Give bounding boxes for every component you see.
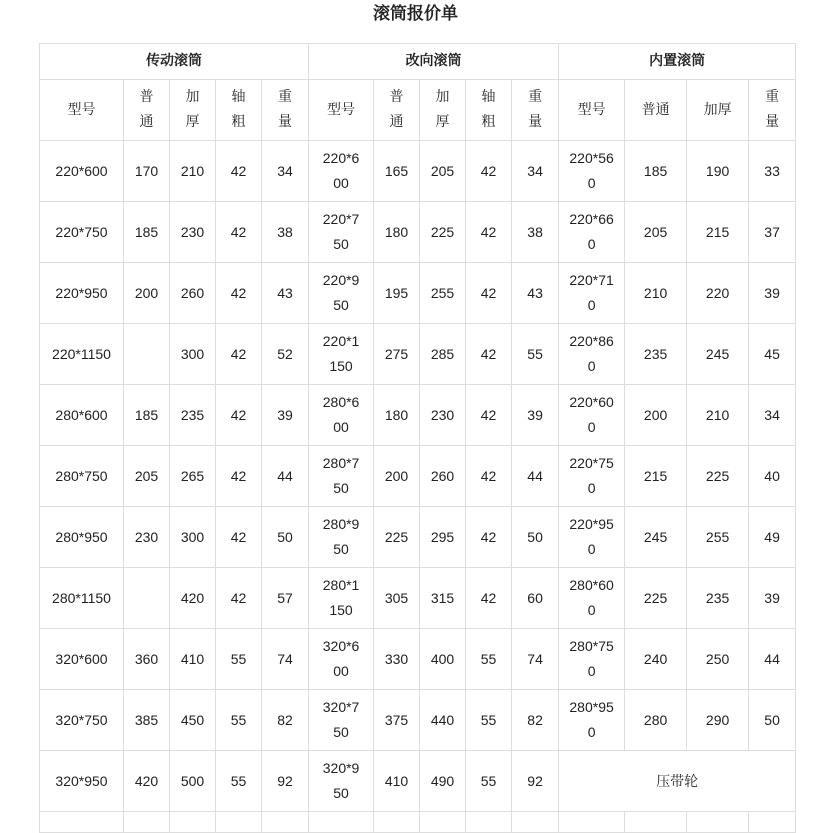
bend-shaft-cell: 42	[466, 568, 512, 629]
drive-shaft-cell: 55	[216, 690, 262, 751]
drive-standard-cell: 420	[124, 751, 170, 812]
drive-model-cell: 280*1150	[40, 568, 124, 629]
table-row	[40, 568, 796, 629]
builtin-thick-cell: 215	[687, 202, 749, 263]
group-header-row	[40, 44, 796, 80]
bend-weight-cell: 39	[512, 385, 559, 446]
drive-shaft-cell: 55	[216, 629, 262, 690]
builtin-standard-cell: 280	[625, 690, 687, 751]
builtin-standard-cell: 200	[625, 385, 687, 446]
drive-thick-cell: 500	[170, 751, 216, 812]
builtin-model-cell: 220*860	[559, 324, 625, 385]
table-row	[40, 263, 796, 324]
drive-model-cell: 280*750	[40, 446, 124, 507]
empty-cell	[216, 812, 262, 833]
drive-thick-cell: 450	[170, 690, 216, 751]
drive-shaft-cell: 42	[216, 385, 262, 446]
empty-cell	[170, 812, 216, 833]
drive-thick-cell: 410	[170, 629, 216, 690]
drive-weight-cell: 34	[262, 141, 309, 202]
drive-thick-cell: 235	[170, 385, 216, 446]
builtin-weight-cell: 33	[749, 141, 796, 202]
drive-standard-cell	[124, 568, 170, 629]
bend-weight-cell: 38	[512, 202, 559, 263]
builtin-weight-cell: 45	[749, 324, 796, 385]
drive-weight-cell: 82	[262, 690, 309, 751]
builtin-thick-cell: 235	[687, 568, 749, 629]
drive-model-cell: 220*950	[40, 263, 124, 324]
table-row	[40, 385, 796, 446]
bend-standard-cell: 165	[374, 141, 420, 202]
drive-weight-cell: 52	[262, 324, 309, 385]
bend-thick-cell: 230	[420, 385, 466, 446]
empty-cell	[374, 812, 420, 833]
builtin-model-cell: 280*750	[559, 629, 625, 690]
table-row	[40, 202, 796, 263]
builtin-weight-cell: 39	[749, 568, 796, 629]
col-header-model: 型号	[40, 80, 124, 141]
drive-shaft-cell: 55	[216, 751, 262, 812]
builtin-model-cell: 280*950	[559, 690, 625, 751]
drive-standard-cell: 205	[124, 446, 170, 507]
bend-model-cell: 280*950	[309, 507, 374, 568]
bend-weight-cell: 82	[512, 690, 559, 751]
empty-cell	[40, 812, 124, 833]
drive-standard-cell: 360	[124, 629, 170, 690]
drive-standard-cell: 230	[124, 507, 170, 568]
col-header-model: 型号	[559, 80, 625, 141]
drive-weight-cell: 44	[262, 446, 309, 507]
bend-thick-cell: 205	[420, 141, 466, 202]
builtin-model-cell: 220*600	[559, 385, 625, 446]
bend-thick-cell: 440	[420, 690, 466, 751]
drive-standard-cell: 185	[124, 202, 170, 263]
builtin-thick-cell: 225	[687, 446, 749, 507]
drive-model-cell: 220*1150	[40, 324, 124, 385]
drive-standard-cell: 200	[124, 263, 170, 324]
col-header-standard: 普通	[374, 80, 420, 141]
bend-model-cell: 220*600	[309, 141, 374, 202]
builtin-standard-cell: 210	[625, 263, 687, 324]
drive-model-cell: 320*600	[40, 629, 124, 690]
bend-shaft-cell: 55	[466, 751, 512, 812]
drive-model-cell: 280*600	[40, 385, 124, 446]
drive-shaft-cell: 42	[216, 324, 262, 385]
bend-weight-cell: 44	[512, 446, 559, 507]
drive-thick-cell: 260	[170, 263, 216, 324]
bend-standard-cell: 225	[374, 507, 420, 568]
bend-standard-cell: 410	[374, 751, 420, 812]
drive-model-cell: 220*600	[40, 141, 124, 202]
bend-model-cell: 320*600	[309, 629, 374, 690]
drive-standard-cell	[124, 324, 170, 385]
group-bend-roller: 改向滚筒	[309, 44, 559, 80]
empty-cell	[420, 812, 466, 833]
page-title: 滚筒报价单	[373, 4, 458, 24]
drive-standard-cell: 385	[124, 690, 170, 751]
bend-standard-cell: 200	[374, 446, 420, 507]
drive-standard-cell: 170	[124, 141, 170, 202]
col-header-weight: 重量	[512, 80, 559, 141]
empty-cell	[466, 812, 512, 833]
bend-shaft-cell: 42	[466, 324, 512, 385]
builtin-thick-cell: 250	[687, 629, 749, 690]
col-header-thick: 加厚	[687, 80, 749, 141]
table-row	[40, 324, 796, 385]
bend-weight-cell: 60	[512, 568, 559, 629]
empty-cell	[124, 812, 170, 833]
builtin-standard-cell: 225	[625, 568, 687, 629]
builtin-standard-cell: 235	[625, 324, 687, 385]
builtin-weight-cell: 39	[749, 263, 796, 324]
builtin-standard-cell: 245	[625, 507, 687, 568]
builtin-thick-cell: 220	[687, 263, 749, 324]
builtin-model-cell: 220*750	[559, 446, 625, 507]
drive-model-cell: 320*950	[40, 751, 124, 812]
drive-shaft-cell: 42	[216, 507, 262, 568]
drive-shaft-cell: 42	[216, 202, 262, 263]
drive-thick-cell: 210	[170, 141, 216, 202]
builtin-standard-cell: 240	[625, 629, 687, 690]
drive-model-cell: 320*750	[40, 690, 124, 751]
builtin-model-cell: 220*950	[559, 507, 625, 568]
col-header-standard: 普通	[124, 80, 170, 141]
builtin-weight-cell: 40	[749, 446, 796, 507]
bend-model-cell: 280*1150	[309, 568, 374, 629]
bend-standard-cell: 180	[374, 202, 420, 263]
bend-shaft-cell: 42	[466, 385, 512, 446]
empty-cell	[559, 812, 625, 833]
bend-shaft-cell: 42	[466, 507, 512, 568]
bend-model-cell: 280*750	[309, 446, 374, 507]
empty-cell	[687, 812, 749, 833]
empty-cell	[749, 812, 796, 833]
bend-model-cell: 280*600	[309, 385, 374, 446]
bend-shaft-cell: 55	[466, 629, 512, 690]
column-header-row	[40, 80, 796, 141]
drive-weight-cell: 50	[262, 507, 309, 568]
table-row	[40, 507, 796, 568]
bend-thick-cell: 260	[420, 446, 466, 507]
bend-shaft-cell: 42	[466, 263, 512, 324]
bend-shaft-cell: 42	[466, 141, 512, 202]
bend-model-cell: 220*750	[309, 202, 374, 263]
drive-thick-cell: 420	[170, 568, 216, 629]
drive-thick-cell: 265	[170, 446, 216, 507]
col-header-shaft: 轴粗	[466, 80, 512, 141]
col-header-thick: 加厚	[420, 80, 466, 141]
bend-thick-cell: 295	[420, 507, 466, 568]
bend-weight-cell: 55	[512, 324, 559, 385]
bend-weight-cell: 34	[512, 141, 559, 202]
table-row-partial	[40, 812, 796, 833]
bend-weight-cell: 50	[512, 507, 559, 568]
builtin-standard-cell: 185	[625, 141, 687, 202]
col-header-shaft: 轴粗	[216, 80, 262, 141]
drive-thick-cell: 230	[170, 202, 216, 263]
empty-cell	[309, 812, 374, 833]
group-builtin-roller: 内置滚筒	[559, 44, 796, 80]
bend-standard-cell: 330	[374, 629, 420, 690]
drive-standard-cell: 185	[124, 385, 170, 446]
bend-model-cell: 220*1150	[309, 324, 374, 385]
bend-model-cell: 320*950	[309, 751, 374, 812]
bend-thick-cell: 315	[420, 568, 466, 629]
builtin-thick-cell: 255	[687, 507, 749, 568]
bend-shaft-cell: 55	[466, 690, 512, 751]
empty-cell	[512, 812, 559, 833]
builtin-weight-cell: 44	[749, 629, 796, 690]
drive-weight-cell: 39	[262, 385, 309, 446]
bend-standard-cell: 305	[374, 568, 420, 629]
builtin-thick-cell: 290	[687, 690, 749, 751]
drive-weight-cell: 92	[262, 751, 309, 812]
drive-weight-cell: 38	[262, 202, 309, 263]
bend-standard-cell: 275	[374, 324, 420, 385]
group-drive-roller: 传动滚筒	[40, 44, 309, 80]
bend-standard-cell: 195	[374, 263, 420, 324]
drive-model-cell: 280*950	[40, 507, 124, 568]
empty-cell	[625, 812, 687, 833]
col-header-model: 型号	[309, 80, 374, 141]
drive-model-cell: 220*750	[40, 202, 124, 263]
builtin-standard-cell: 215	[625, 446, 687, 507]
bend-thick-cell: 225	[420, 202, 466, 263]
drive-thick-cell: 300	[170, 324, 216, 385]
table-row	[40, 141, 796, 202]
builtin-model-cell: 220*660	[559, 202, 625, 263]
bend-shaft-cell: 42	[466, 202, 512, 263]
table-row	[40, 751, 796, 812]
drive-shaft-cell: 42	[216, 263, 262, 324]
bend-standard-cell: 180	[374, 385, 420, 446]
builtin-model-cell: 280*600	[559, 568, 625, 629]
bend-thick-cell: 400	[420, 629, 466, 690]
builtin-model-cell: 220*560	[559, 141, 625, 202]
col-header-weight: 重量	[749, 80, 796, 141]
col-header-standard: 普通	[625, 80, 687, 141]
bend-model-cell: 220*950	[309, 263, 374, 324]
bend-thick-cell: 490	[420, 751, 466, 812]
bend-weight-cell: 43	[512, 263, 559, 324]
builtin-standard-cell: 205	[625, 202, 687, 263]
table-row	[40, 629, 796, 690]
bend-weight-cell: 74	[512, 629, 559, 690]
col-header-thick: 加厚	[170, 80, 216, 141]
bend-standard-cell: 375	[374, 690, 420, 751]
empty-cell	[262, 812, 309, 833]
drive-weight-cell: 74	[262, 629, 309, 690]
price-table	[39, 43, 796, 833]
drive-shaft-cell: 42	[216, 141, 262, 202]
bend-thick-cell: 285	[420, 324, 466, 385]
table-row	[40, 446, 796, 507]
builtin-model-cell: 220*710	[559, 263, 625, 324]
builtin-thick-cell: 190	[687, 141, 749, 202]
drive-weight-cell: 57	[262, 568, 309, 629]
pressure-pulley-label: 压带轮	[559, 751, 796, 812]
drive-shaft-cell: 42	[216, 446, 262, 507]
bend-weight-cell: 92	[512, 751, 559, 812]
builtin-thick-cell: 210	[687, 385, 749, 446]
drive-shaft-cell: 42	[216, 568, 262, 629]
drive-thick-cell: 300	[170, 507, 216, 568]
col-header-weight: 重量	[262, 80, 309, 141]
builtin-thick-cell: 245	[687, 324, 749, 385]
drive-weight-cell: 43	[262, 263, 309, 324]
builtin-weight-cell: 34	[749, 385, 796, 446]
bend-thick-cell: 255	[420, 263, 466, 324]
table-row	[40, 690, 796, 751]
builtin-weight-cell: 37	[749, 202, 796, 263]
bend-shaft-cell: 42	[466, 446, 512, 507]
builtin-weight-cell: 50	[749, 690, 796, 751]
bend-model-cell: 320*750	[309, 690, 374, 751]
builtin-weight-cell: 49	[749, 507, 796, 568]
